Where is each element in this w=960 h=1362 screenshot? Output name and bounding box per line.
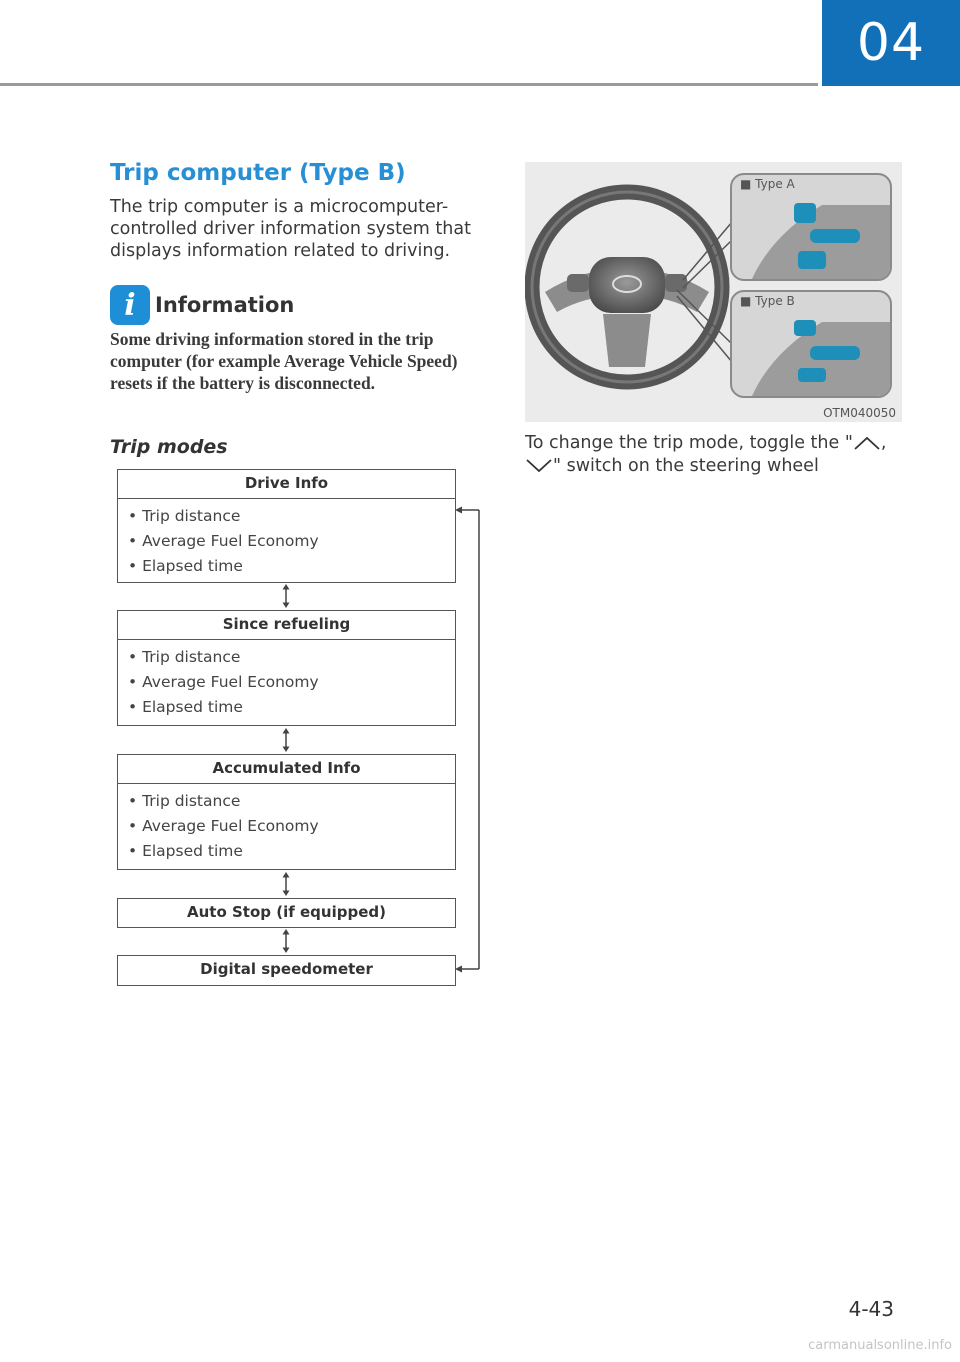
mode-title: Auto Stop (if equipped) xyxy=(187,903,386,921)
section-title: Trip computer (Type B) xyxy=(110,160,406,186)
list-item: • Average Fuel Economy xyxy=(128,532,319,550)
loop-connector-arrow xyxy=(454,500,484,978)
chapter-tab: 04 xyxy=(822,0,960,86)
bidirectional-arrow-icon xyxy=(278,872,294,896)
list-item: • Elapsed time xyxy=(128,557,243,575)
mode-items xyxy=(118,499,455,582)
instruction-text-after: " switch on the steering wheel xyxy=(553,456,819,476)
intro-paragraph: The trip computer is a microcomputer-controlled driver information system that displays information related to driving. xyxy=(110,197,471,261)
mode-box-since-refueling xyxy=(117,610,456,726)
bidirectional-arrow-icon xyxy=(278,929,294,953)
mode-items xyxy=(118,784,455,867)
list-item: • Elapsed time xyxy=(128,842,243,860)
info-icon: i xyxy=(110,285,150,325)
mode-box-drive-info xyxy=(117,469,456,583)
information-title: Information xyxy=(155,293,295,317)
mode-title: Digital speedometer xyxy=(200,960,373,978)
type-a-label: ■ Type A xyxy=(740,177,795,191)
list-item: • Trip distance xyxy=(128,792,241,810)
mode-title: Accumulated Info xyxy=(118,755,455,784)
bidirectional-arrow-icon xyxy=(278,728,294,752)
watermark: carmanualsonline.info xyxy=(808,1338,952,1353)
information-body: Some driving information stored in the trip computer (for example Average Vehicle Speed) resets if the battery is disconnected. xyxy=(110,329,458,393)
list-item: • Average Fuel Economy xyxy=(128,673,319,691)
list-item: • Average Fuel Economy xyxy=(128,817,319,835)
type-b-switch-inset xyxy=(730,290,892,398)
type-b-label: ■ Type B xyxy=(740,294,795,308)
mode-box-digital-speedometer xyxy=(117,955,456,986)
trip-mode-instruction xyxy=(525,432,905,478)
list-item: • Trip distance xyxy=(128,648,241,666)
figure-code: OTM040050 xyxy=(823,406,896,420)
mode-items xyxy=(118,640,455,723)
instruction-separator: , xyxy=(880,433,887,453)
chevron-up-icon xyxy=(853,436,881,450)
list-item: • Elapsed time xyxy=(128,698,243,716)
steering-wheel-figure xyxy=(525,162,902,422)
trip-modes-heading: Trip modes xyxy=(110,436,228,458)
list-item: • Trip distance xyxy=(128,507,241,525)
bidirectional-arrow-icon xyxy=(278,584,294,608)
instruction-text-before: To change the trip mode, toggle the " xyxy=(525,433,853,453)
header-rule xyxy=(0,83,818,86)
mode-box-accumulated-info xyxy=(117,754,456,870)
page-number: 4-43 xyxy=(848,1297,894,1321)
chevron-down-icon xyxy=(525,459,553,473)
information-header xyxy=(110,285,294,325)
mode-box-auto-stop xyxy=(117,898,456,928)
mode-title: Drive Info xyxy=(118,470,455,499)
type-a-switch-inset xyxy=(730,173,892,281)
mode-title: Since refueling xyxy=(118,611,455,640)
